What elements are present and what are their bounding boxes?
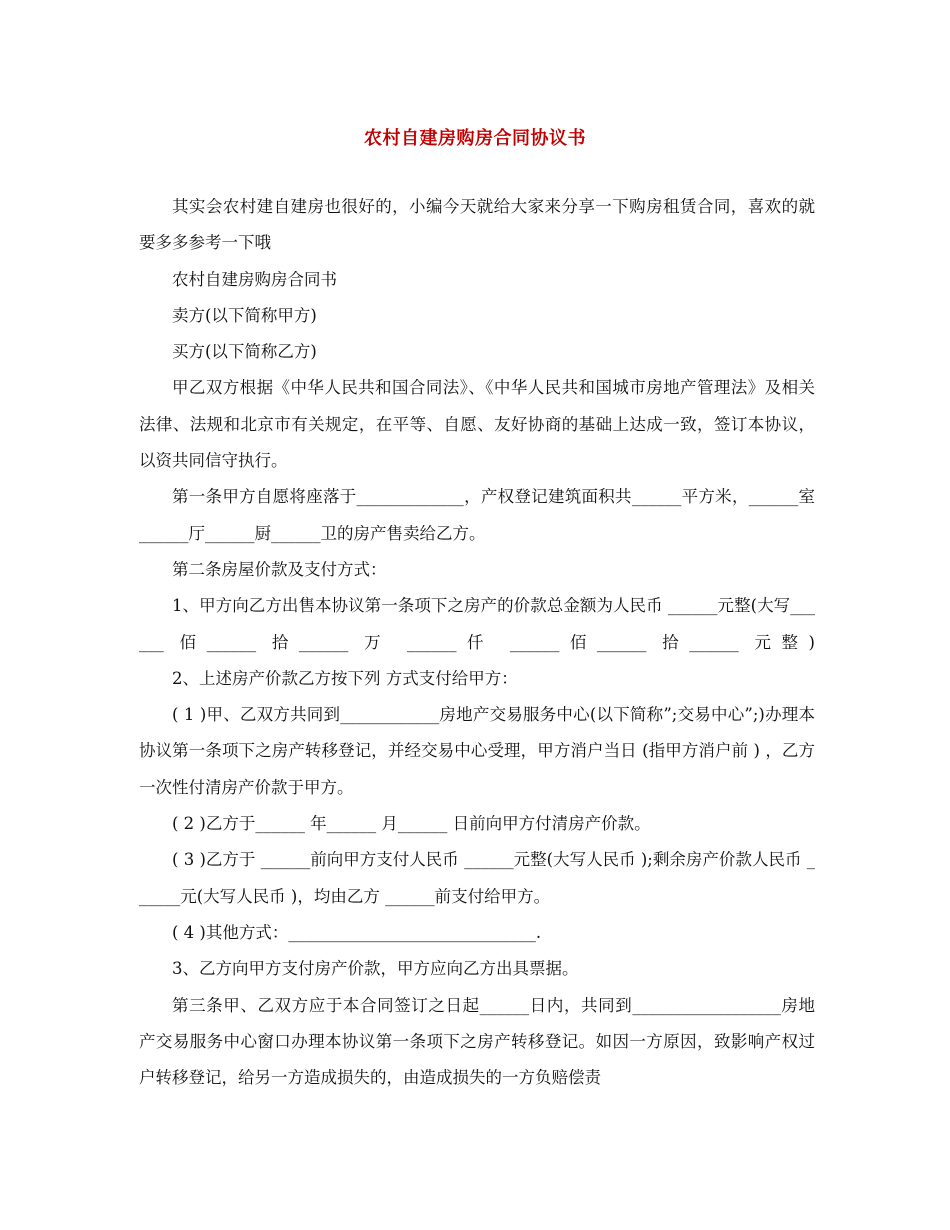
intro-paragraph: 其实会农村建自建房也很好的，小编今天就给大家来分享一下购房租赁合同，喜欢的就要多多参考一下哦	[139, 197, 815, 253]
document-title: 农村自建房购房合同协议书	[364, 128, 586, 149]
payment-option-4: ( 4 )其他方式：______________________________.	[172, 922, 542, 942]
preamble-paragraph: 甲乙双方根据《中华人民共和国合同法》、《中华人民共和国城市房地产管理法》及相关法律、法规和北京市有关规定，在平等、自愿、友好协商的基础上达成一致，签订本协议，以资共同信守执行。	[139, 378, 815, 471]
buyer-line: 买方(以下简称乙方)	[172, 342, 317, 362]
article-2-clause-3: 3、乙方向甲方支付房产价款，甲方应向乙方出具票据。	[172, 959, 579, 979]
document-body	[139, 189, 815, 1096]
payment-option-2: ( 2 )乙方于______ 年______ 月______ 日前向甲方付清房产价款。	[172, 814, 651, 834]
payment-option-3: ( 3 )乙方于 ______前向甲方支付人民币 ______元整(大写人民币 );剩余房产价款人民币 ______元(大写人民币 )，均由乙方 ______前支付给甲方。	[139, 850, 815, 906]
article-3-paragraph: 第三条甲、乙双方应于本合同签订之日起______日内，共同到__________________房地产交易服务中心窗口办理本协议第一条项下之房产转移登记。如因一方原因，致影响产权过户转移登记，给另一方造成损失的，由造成损失的一方负赔偿责	[139, 995, 815, 1088]
article-2-clause-2: 2、上述房产价款乙方按下列 方式支付给甲方：	[172, 668, 518, 688]
article-1-paragraph: 第一条甲方自愿将座落于_____________，产权登记建筑面积共______平方米，______室______厅______厨______卫的房产售卖给乙方。	[139, 487, 815, 543]
contract-heading: 农村自建房购房合同书	[172, 269, 337, 289]
article-2-clause-1: 1、甲方向乙方出售本协议第一条项下之房产的价款总金额为人民币 ______元整(大写______ 佰______ 拾______ 万 ______仟 ______佰______ 拾______ 元整)	[139, 596, 815, 652]
article-2-heading: 第二条房屋价款及支付方式：	[172, 559, 387, 579]
payment-option-1: ( 1 )甲、乙双方共同到____________房地产交易服务中心(以下简称”;交易中心”;)办理本协议第一条项下之房产转移登记，并经交易中心受理，甲方消户当日 (指甲方消户前 ) ，乙方一次性付清房产价款于甲方。	[139, 705, 815, 797]
seller-line: 卖方(以下简称甲方)	[172, 305, 317, 325]
